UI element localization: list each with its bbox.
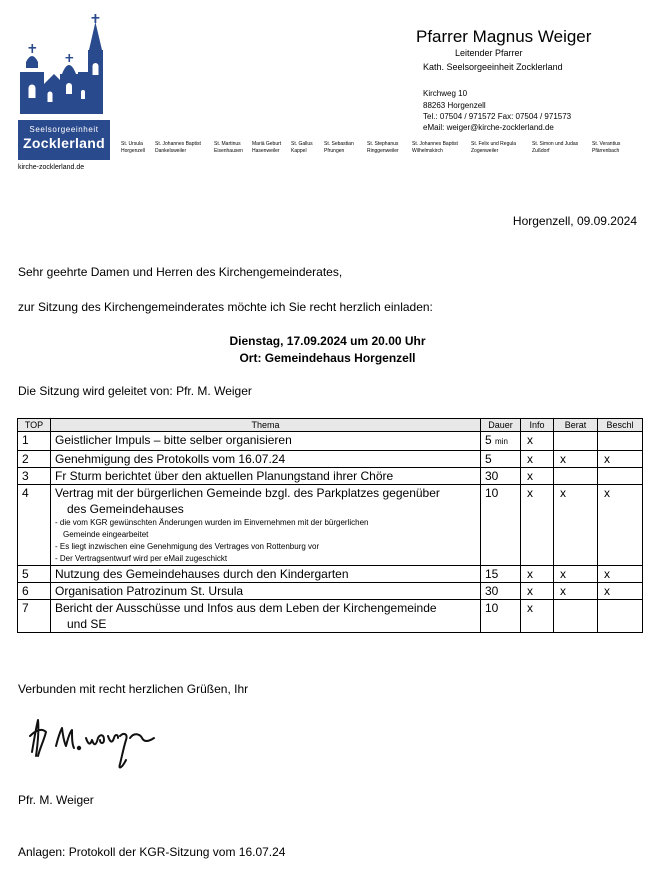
letter-date: Horgenzell, 09.09.2024 [512, 214, 637, 228]
agenda-beschl [598, 600, 643, 633]
parish-logo [18, 14, 110, 159]
agenda-thema [51, 600, 481, 633]
agenda-info: x [521, 468, 554, 485]
agenda-thema [51, 468, 481, 485]
agenda-beschl: x [598, 583, 643, 600]
parish-saint: St. Johannes Baptist [155, 141, 201, 147]
parish-place: Horgenzell [121, 147, 145, 154]
signature-name: Pfr. M. Weiger [18, 793, 94, 807]
parish-entry [592, 141, 620, 154]
agenda-table [17, 418, 643, 633]
parish-saint: St. Stephanus [367, 141, 399, 147]
agenda-note: - die vom KGR gewünschten Änderungen wurden im Einvernehmen mit der bürgerlichen [55, 518, 369, 527]
agenda-thema-text: Bericht der Ausschüsse und Infos aus dem Leben der Kirchengemeinde [55, 601, 437, 615]
agenda-berat: x [554, 451, 598, 468]
sender-phone: Tel.: 07504 / 971572 Fax: 07504 / 971573 [423, 112, 572, 121]
logo-label [18, 120, 110, 160]
agenda-thema [51, 432, 481, 451]
parish-entry [324, 141, 354, 154]
agenda-dauer [481, 485, 521, 566]
parish-saint: Mariä Geburt [252, 141, 282, 147]
meeting-where: Ort: Gemeindehaus Horgenzell [239, 351, 416, 365]
agenda-beschl: x [598, 485, 643, 566]
agenda-dauer [481, 566, 521, 583]
parish-list [121, 141, 641, 155]
parish-place: Zußdorf [532, 147, 550, 154]
sender-role: Leitender Pfarrer [455, 48, 523, 58]
sender-email[interactable]: eMail: weiger@kirche-zocklerland.de [423, 123, 554, 132]
agenda-thema-text: Geistlicher Impuls – bitte selber organisieren [55, 433, 292, 447]
agenda-note: - Es liegt inzwischen eine Genehmigung des Vertrages von Rottenburg vor [55, 542, 320, 551]
agenda-beschl [598, 432, 643, 451]
col-header-top: TOP [18, 419, 51, 432]
agenda-berat [554, 600, 598, 633]
meeting-info [0, 333, 655, 367]
agenda-note: Gemeinde eingearbeitet [63, 530, 149, 539]
agenda-note: - Der Vertragsentwurf wird per eMail zugeschickt [55, 554, 228, 563]
attachments-line: Anlagen: Protokoll der KGR-Sitzung vom 16.07.24 [18, 845, 286, 859]
agenda-dauer-value: 30 [485, 469, 499, 483]
agenda-dauer-value: 10 [485, 601, 499, 615]
closing-text: Verbunden mit recht herzlichen Grüßen, Ihr [18, 682, 249, 696]
agenda-thema [51, 566, 481, 583]
col-header-info: Info [521, 419, 554, 432]
agenda-dauer-value: 5 [485, 452, 492, 466]
agenda-thema [51, 583, 481, 600]
parish-place: Pfärrenbach [592, 147, 620, 154]
agenda-row [18, 485, 643, 566]
agenda-info: x [521, 583, 554, 600]
agenda-dauer-value: 10 [485, 486, 499, 500]
parish-place: Wilhelmskirch [412, 147, 443, 154]
parish-entry [412, 141, 458, 154]
agenda-thema-text: Organisation Patrozinum St. Ursula [55, 584, 244, 598]
agenda-row [18, 451, 643, 468]
agenda-top: 2 [18, 451, 51, 468]
agenda-row [18, 566, 643, 583]
agenda-dauer-value: 15 [485, 567, 499, 581]
parish-place: Dankelsweiler [155, 147, 187, 154]
agenda-thema-text: Nutzung des Gemeindehauses durch den Kindergarten [55, 567, 349, 581]
handwritten-signature [26, 712, 161, 772]
agenda-dauer [481, 468, 521, 485]
website-link[interactable]: kirche-zocklerland.de [18, 164, 85, 171]
agenda-info: x [521, 566, 554, 583]
agenda-dauer [481, 451, 521, 468]
church-icon [18, 14, 110, 119]
col-header-thema: Thema [51, 419, 481, 432]
agenda-berat: x [554, 566, 598, 583]
agenda-berat: x [554, 485, 598, 566]
sender-street: Kirchweg 10 [423, 89, 468, 98]
agenda-berat [554, 468, 598, 485]
agenda-dauer-value: 5 [485, 433, 492, 447]
parish-saint: St. Johannes Baptist [412, 141, 458, 147]
agenda-dauer [481, 583, 521, 600]
col-header-dauer: Dauer [481, 419, 521, 432]
col-header-berat: Berat [554, 419, 598, 432]
agenda-dauer [481, 600, 521, 633]
parish-place: Kappel [291, 147, 307, 154]
agenda-dauer [481, 432, 521, 451]
parish-entry [155, 141, 201, 154]
parish-saint: St. Sebastian [324, 141, 354, 147]
col-header-beschl: Beschl [598, 419, 643, 432]
agenda-header-row [18, 419, 643, 432]
agenda-row [18, 468, 643, 485]
parish-saint: St. Felix und Regula [471, 141, 517, 147]
agenda-berat [554, 432, 598, 451]
intro-text: zur Sitzung des Kirchengemeinderates möchte ich Sie recht herzlich einladen: [18, 300, 433, 314]
agenda-thema-text: Vertrag mit der bürgerlichen Gemeinde bzgl. des Parkplatzes gegenüber [55, 486, 440, 500]
agenda-beschl: x [598, 566, 643, 583]
parish-saint: St. Verantius [592, 141, 621, 147]
parish-entry [532, 141, 578, 154]
agenda-top: 7 [18, 600, 51, 633]
parish-place: Ringgenweiler [367, 147, 399, 154]
agenda-beschl: x [598, 451, 643, 468]
parish-place: Hasenweiler [252, 147, 280, 154]
agenda-dauer-value: 30 [485, 584, 499, 598]
agenda-row [18, 600, 643, 633]
parish-place: Zogenweiler [471, 147, 499, 154]
agenda-info: x [521, 432, 554, 451]
agenda-row [18, 432, 643, 451]
parish-place: Eisenhausen [214, 147, 243, 154]
agenda-dauer-unit: min [495, 437, 508, 446]
parish-entry [121, 141, 145, 154]
agenda-info: x [521, 600, 554, 633]
agenda-top: 1 [18, 432, 51, 451]
logo-line-2: Zocklerland [23, 135, 105, 151]
agenda-thema [51, 451, 481, 468]
agenda-top: 3 [18, 468, 51, 485]
agenda-thema [51, 485, 481, 566]
parish-saint: St. Martinus [214, 141, 241, 147]
agenda-top: 4 [18, 485, 51, 566]
salutation: Sehr geehrte Damen und Herren des Kirchengemeinderates, [18, 265, 343, 279]
parish-entry [214, 141, 243, 154]
agenda-thema-cont: und SE [67, 617, 107, 631]
sender-name: Pfarrer Magnus Weiger [416, 27, 592, 46]
agenda-thema-text: Genehmigung des Protokolls vom 16.07.24 [55, 452, 286, 466]
parish-place: Pfrungen [324, 147, 345, 154]
sender-city: 88263 Horgenzell [423, 101, 486, 110]
parish-entry [291, 141, 313, 154]
agenda-info: x [521, 451, 554, 468]
agenda-top: 6 [18, 583, 51, 600]
parish-saint: St. Ursula [121, 141, 143, 147]
agenda-thema-text: Fr Sturm berichtet über den aktuellen Planungstand ihrer Chöre [55, 469, 394, 483]
parish-entry [252, 141, 281, 154]
chair-line: Die Sitzung wird geleitet von: Pfr. M. Weiger [18, 384, 252, 398]
meeting-when: Dienstag, 17.09.2024 um 20.00 Uhr [229, 334, 426, 348]
parish-saint: St. Gallus [291, 141, 313, 147]
agenda-row [18, 583, 643, 600]
agenda-top: 5 [18, 566, 51, 583]
agenda-info: x [521, 485, 554, 566]
sender-unit: Kath. Seelsorgeeinheit Zocklerland [423, 62, 563, 72]
agenda-beschl [598, 468, 643, 485]
parish-saint: St. Simon und Judas [532, 141, 579, 147]
agenda-berat: x [554, 583, 598, 600]
logo-line-1: Seelsorgeeinheit [29, 125, 99, 134]
parish-entry [367, 141, 399, 154]
parish-entry [471, 141, 516, 154]
agenda-thema-cont: des Gemeindehauses [67, 502, 184, 516]
